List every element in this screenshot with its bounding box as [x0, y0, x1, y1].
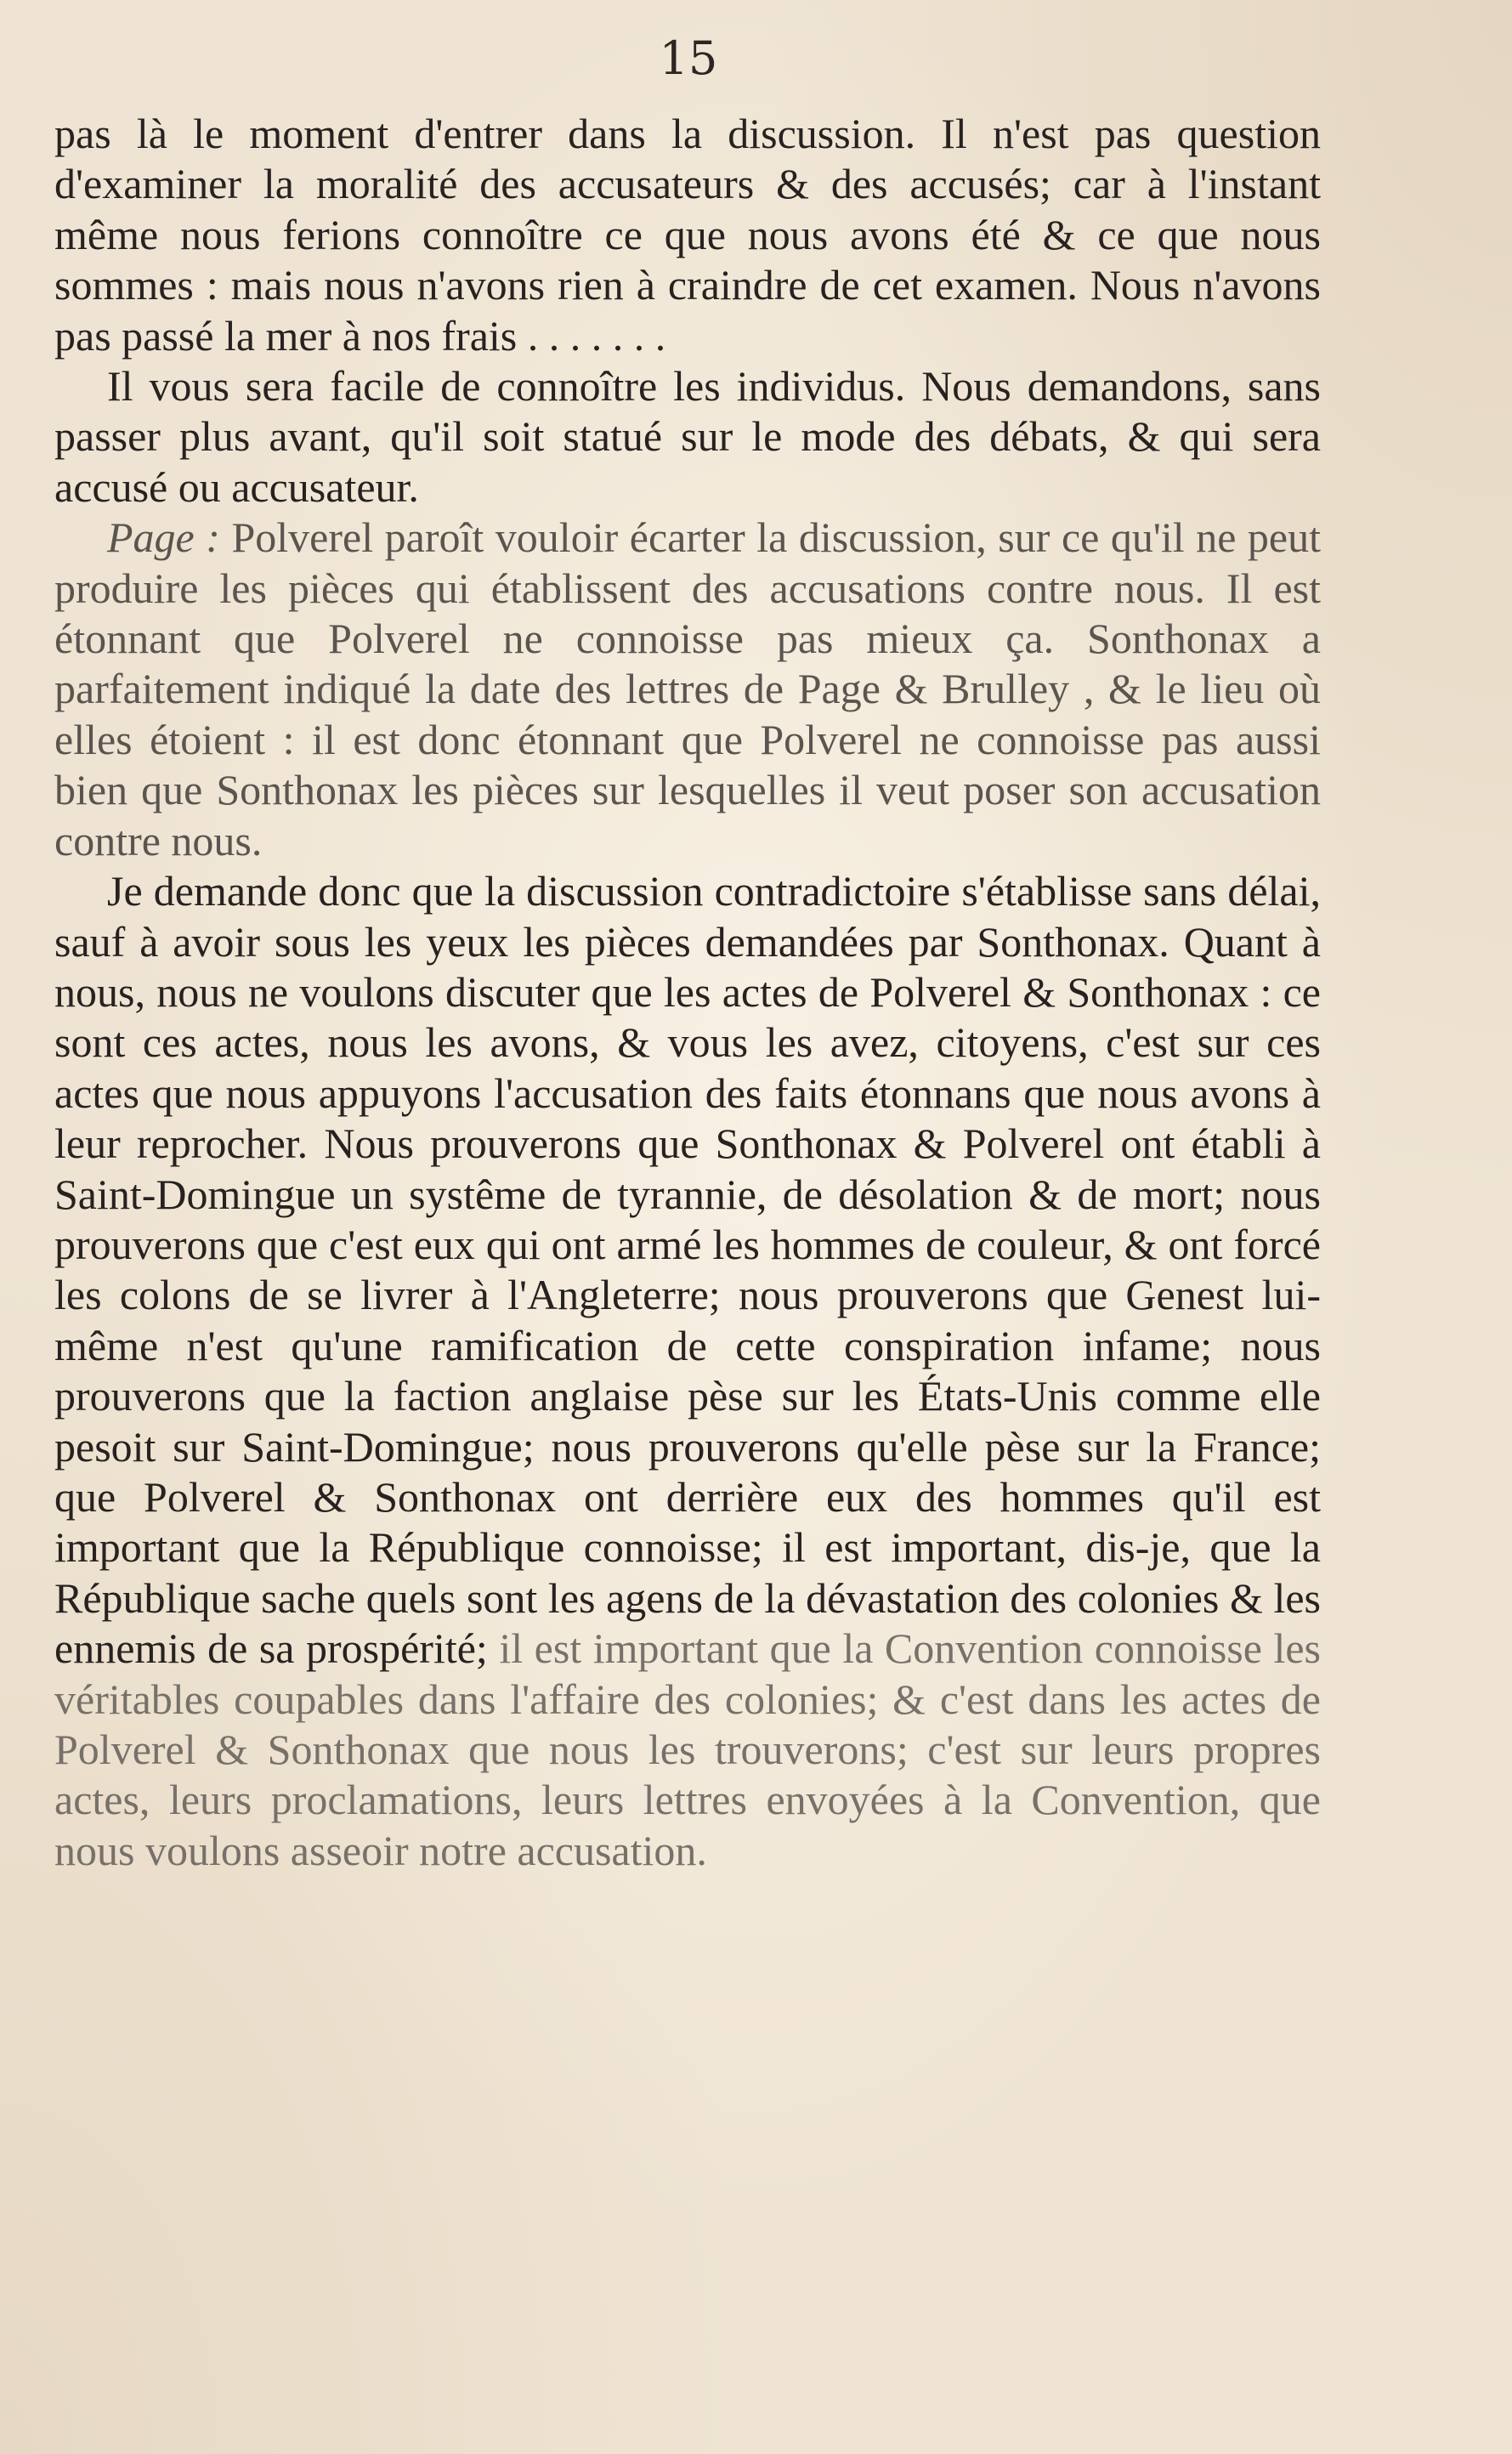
paragraph-4 — [54, 866, 1321, 1876]
paragraph-1: pas là le moment d'entrer dans la discussion. Il n'est pas question d'examiner la moralité des accusateurs & des accusés; car à l'instant même nous ferions connoître ce que nous avons été & ce que nous sommes : mais nous n'avons rien à craindre de cet examen. Nous n'avons pas passé la mer à nos frais . . . . . . . — [54, 110, 1321, 360]
paragraph-4-text: Je demande donc que la discussion contradictoire s'établisse sans délai, sauf à avoir sous les yeux les pièces demandées par Sonthonax. Quant à nous, nous ne voulons discuter que les actes de Polverel & Sonthonax : ce sont ces actes, nous les avons, & vous les avez, citoyens, c'est sur ces actes que nous appuyons l'accusation des faits étonnans que nous avons à leur reprocher. Nous prouverons que Sonthonax & Polverel ont établi à Saint-Domingue un systême de tyrannie, de désolation & de mort; nous prouverons que c'est eux qui ont armé les hommes de couleur, & ont forcé les colons de se livrer à l'Angleterre; nous prouverons que Genest lui-même n'est qu'une ramification de cette conspiration infame; nous prouverons que la faction anglaise pèse sur les États-Unis comme elle pesoit sur Saint-Domingue; nous prouverons qu'elle pèse sur la France; que Polverel & Sonthonax ont derrière eux des hommes qu'il est important que la République connoisse; il est important, dis-je, que la République sache quels sont les agens de la dévastation des colonies & les ennemis de sa prospérité; — [54, 867, 1321, 1673]
paragraph-3-text: Polverel paroît vouloir écarter la discussion, sur ce qu'il ne peut produire les pièces qui établissent des accusations contre nous. Il est étonnant que Polverel ne connoisse pas mieux ça. Sonthonax a parfaitement indiqué la date des lettres de Page & Brulley , & le lieu où elles étoient : il est donc étonnant que Polverel ne connoisse pas aussi bien que Sonthonax les pièces sur lesquelles il veut poser son accusation contre nous. — [54, 513, 1322, 864]
paragraph-4-faded-text: il est important que la Convention connoisse les véritables coupables dans l'affaire des colonies; & c'est dans les actes de Polverel & Sonthonax que nous les trouverons; c'est sur leurs propres actes, leurs proclamations, leurs lettres envoyées à la Convention, que nous voulons asseoir notre accusation. — [54, 1624, 1321, 1874]
page-number: 15 — [659, 31, 718, 85]
paragraph-3 — [54, 513, 1321, 866]
speaker-name: Page : — [107, 513, 220, 562]
body-text — [54, 109, 1321, 1876]
paragraph-2: Il vous sera facile de connoître les individus. Nous demandons, sans passer plus avant, qu'il soit statué sur le mode des débats, & qui sera accusé ou accusateur. — [54, 362, 1321, 511]
